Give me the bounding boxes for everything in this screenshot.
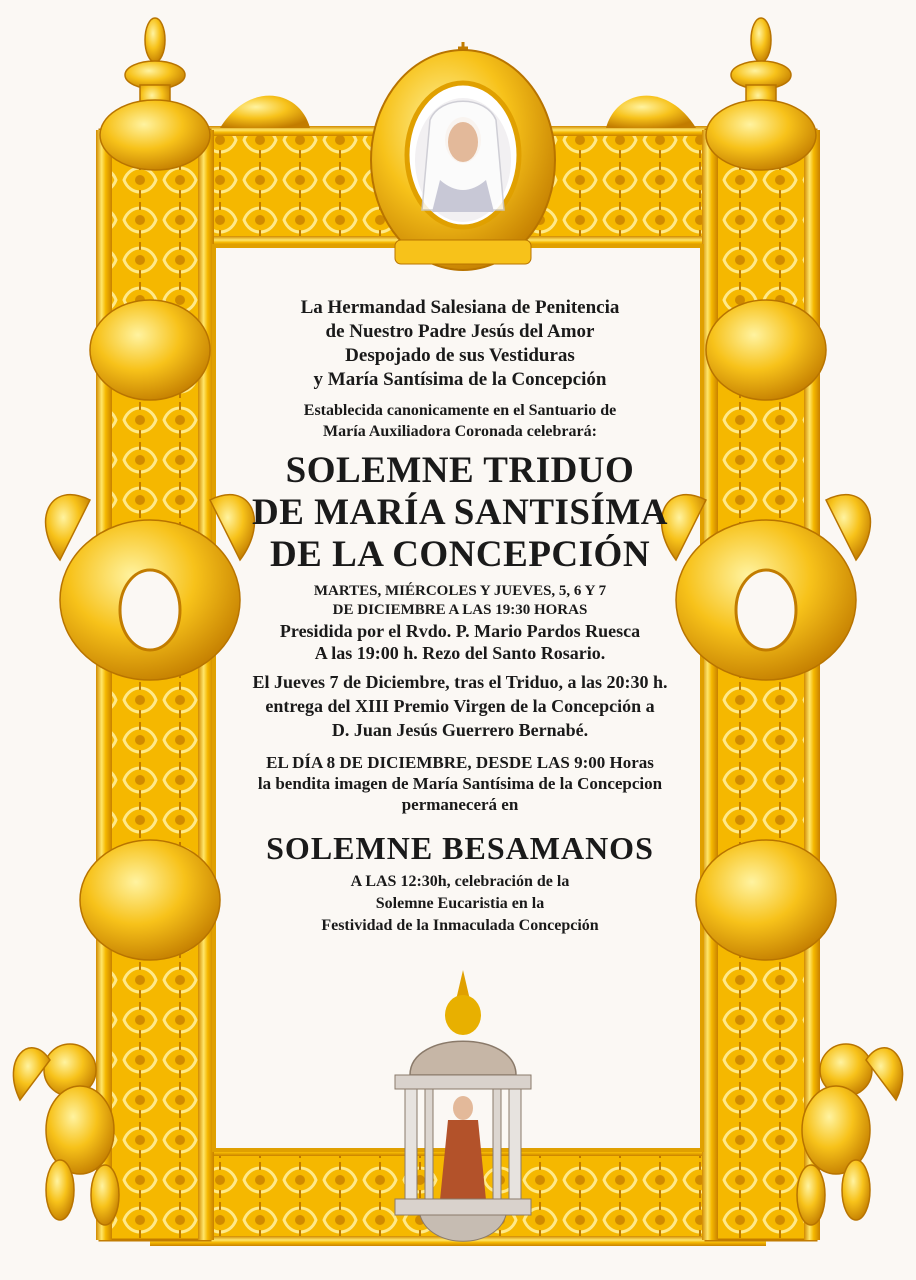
presided-line-2: A las 19:00 h. Rezo del Santo Rosario. bbox=[314, 643, 606, 663]
established-line-2: María Auxiliadora Coronada celebrará: bbox=[323, 423, 597, 440]
header-line-1: La Hermandad Salesiana de Penitencia bbox=[300, 297, 620, 318]
virgin-portrait-medallion bbox=[371, 42, 555, 270]
mass-line-2: Solemne Eucaristia en la bbox=[375, 895, 545, 912]
header-line-3: Despojado de sus Vestiduras bbox=[345, 345, 575, 366]
established-line-1: Establecida canonicamente en el Santuario de bbox=[303, 402, 617, 419]
dec8-line-1: EL DÍA 8 DE DICIEMBRE, DESDE LAS 9:00 Horas bbox=[266, 753, 654, 772]
title-line-1: SOLEMNE TRIDUO bbox=[285, 450, 635, 491]
besamanos-title: SOLEMNE BESAMANOS bbox=[266, 830, 654, 866]
poster-text bbox=[214, 296, 706, 937]
title-line-2: DE MARÍA SANTISÍMA bbox=[251, 492, 669, 533]
award-line-2: entrega del XIII Premio Virgen de la Concepción a bbox=[265, 696, 655, 716]
header-line-2: de Nuestro Padre Jesús del Amor bbox=[325, 321, 595, 342]
right-finial bbox=[706, 18, 816, 170]
award-line-1: El Jueves 7 de Diciembre, tras el Triduo, a las 20:30 h. bbox=[252, 672, 668, 692]
mass-line-3: Festividad de la Inmaculada Concepción bbox=[321, 917, 599, 934]
mass-line-1: A LAS 12:30h, celebración de la bbox=[350, 873, 570, 890]
left-column bbox=[100, 130, 210, 1240]
brotherhood-name bbox=[214, 296, 706, 392]
title-line-3: DE LA CONCEPCIÓN bbox=[269, 534, 651, 575]
right-column bbox=[706, 130, 816, 1240]
left-finial bbox=[100, 18, 210, 170]
dec8-line-3: permanecerá en bbox=[401, 795, 519, 814]
presided-line-1: Presidida por el Rvdo. P. Mario Pardos Ruesca bbox=[279, 621, 641, 641]
dates-line-2: DE DICIEMBRE A LAS 19:30 HORAS bbox=[332, 602, 588, 618]
award-line-3: D. Juan Jesús Guerrero Bernabé. bbox=[331, 720, 589, 740]
dates-line-1: MARTES, MIÉRCOLES Y JUEVES, 5, 6 Y 7 bbox=[313, 583, 607, 599]
dec8-line-2: la bendita imagen de María Santísima de la Concepcion bbox=[257, 774, 663, 793]
header-line-4: y María Santísima de la Concepción bbox=[313, 369, 607, 390]
